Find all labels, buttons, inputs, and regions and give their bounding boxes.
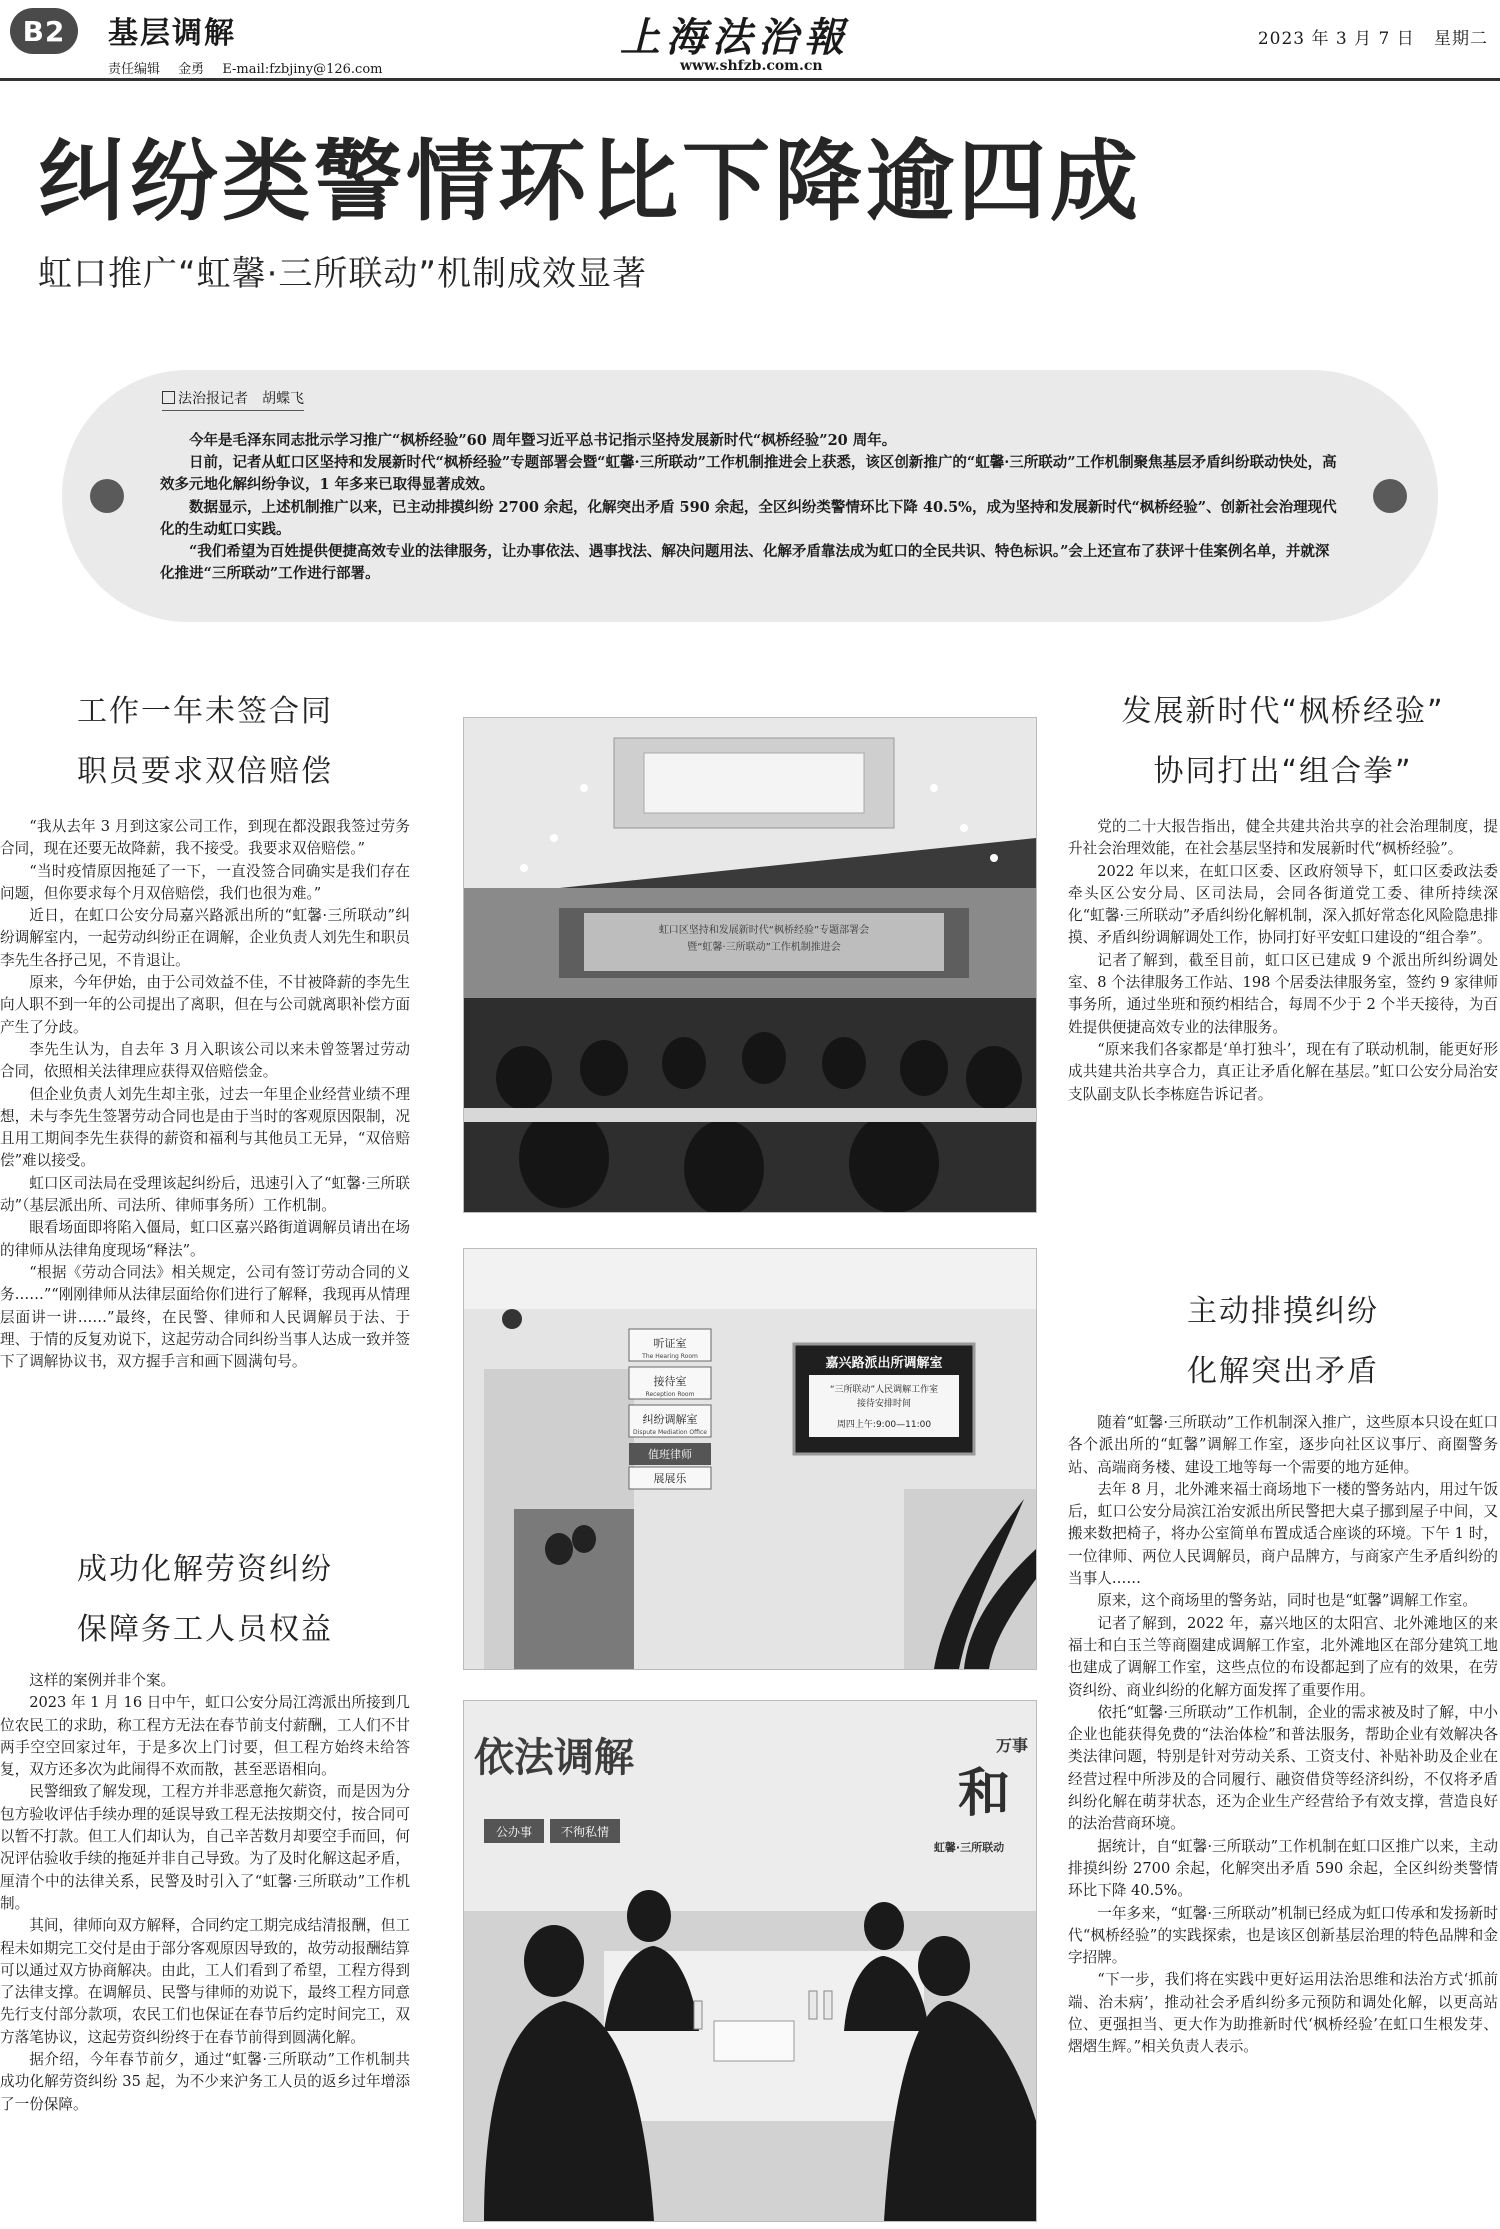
wall-slogan: 依法调解 <box>474 1735 634 1781</box>
section-3-title-2: 协同打出“组合拳” <box>1153 754 1413 789</box>
wall-right-foot: 虹馨·三所联动 <box>933 1841 1005 1854</box>
body-paragraph: 近日，在虹口公安分局嘉兴路派出所的“虹馨·三所联动”纠纷调解室内，一起劳动纠纷正在调解，企业负责人刘先生和职员李先生各抒己见，不肯退让。 <box>0 907 410 969</box>
wall-tag-2: 不徇私情 <box>560 1825 610 1839</box>
screen-text-1: 虹口区坚持和发展新时代“枫桥经验”专题部署会 <box>658 925 870 936</box>
body-paragraph: 但企业负责人刘先生却主张，过去一年里企业经营业绩不理想，未与李先生签署劳动合同也是由于当时的客观原因限制，况且用工期间李先生获得的薪资和福利与其他员工无异，“双倍赔偿”难以接受。 <box>0 1085 410 1170</box>
lead-paragraph: 今年是毛泽东同志批示学习推广“枫桥经验”60 周年暨习近平总书记指示坚持发展新时代“枫桥经验”20 周年。 <box>189 432 897 449</box>
body-paragraph: 2023 年 1 月 16 日中午，虹口公安分局江湾派出所接到几位农民工的求助，称工程方无法在春节前支付薪酬，工人们不甘两手空空回家过年，于是多次上门讨要，但工程方始终未给答复，双方还多次为此闹得不欢而散，甚至恶语相向。 <box>0 1694 410 1779</box>
section-title: 基层调解 <box>108 16 236 51</box>
headline: 纠纷类警情环比下降逾四成 <box>38 130 1143 233</box>
wall-right-char: 和 <box>957 1763 1011 1824</box>
weekday-text: 星期二 <box>1434 29 1488 49</box>
sign-hearing: 听证室 <box>653 1337 687 1350</box>
wall-tag-1: 公办事 <box>495 1825 533 1839</box>
lead-paragraph: “我们希望为百姓提供便捷高效专业的法律服务，让办事依法、遇事找法、解决问题用法、化解矛盾靠法成为虹口的全民共识、特色标识。”会上还宣布了获评十佳案例名单，并就深化推进“三所联动”工作进行部署。 <box>160 543 1330 583</box>
section-1-title-1: 工作一年未签合同 <box>77 694 333 729</box>
editor-label: 责任编辑 <box>108 62 161 77</box>
lead-dot-right <box>1373 479 1407 513</box>
sign-reception-en: Reception Room <box>645 1391 695 1398</box>
section-4-title-1: 主动排摸纠纷 <box>1187 1294 1379 1329</box>
body-paragraph: 原来，这个商场里的警务站，同时也是“虹馨”调解工作室。 <box>1097 1592 1477 1610</box>
byline-text: 法治报记者 胡蝶飞 <box>178 391 304 407</box>
sign-mediation-en: Dispute Mediation Office <box>633 1429 707 1436</box>
body-paragraph: 民警细致了解发现，工程方并非恶意拖欠薪资，而是因为分包方验收评估手续办理的延误导致工程无法按期交付，按合同可以暂不打款。但工人们却认为，自己辛苦数月却要空手而回，何况评估验收手续的拖延并非自己导致。为了及时化解这起矛盾，厘清个中的法律关系，民警及时引入了“虹馨·三所联动”工作机制。 <box>0 1783 410 1912</box>
photo-office-svg <box>464 1249 1036 1669</box>
body-paragraph: 党的二十大报告指出，健全共建共治共享的社会治理制度，提升社会治理效能，在社会基层坚持和发展新时代“枫桥经验”。 <box>1068 818 1498 858</box>
section-3 <box>1068 682 1498 1106</box>
photo-meeting-2-svg <box>464 1701 1036 2221</box>
body-paragraph: 去年 8 月，北外滩来福士商场地下一楼的警务站内，用过午饭后，虹口公安分局滨江治安派出所民警把大桌子挪到屋子中间，又搬来数把椅子，将办公室简单布置成适合座谈的环境。下午 1 时，一位律师、两位人民调解员，商户品牌方，与商家产生矛盾纠纷的当事人…… <box>1068 1480 1498 1588</box>
body-paragraph: 其间，律师向双方解释，合同约定工期完成结清报酬，但工程未如期完工交付是由于部分客观原因导致的，故劳动报酬结算可以通过双方协商解决。由此，工人们看到了希望，工程方得到了法律支撑。在调解员、民警与律师的劝说下，最终工程方同意先行支付部分款项，农民工们也保证在春节后约定时间完工，双方落笔协议，这起劳资纠纷终于在春节前得到圆满化解。 <box>0 1917 410 2046</box>
lead-paragraph: 数据显示，上述机制推广以来，已主动排摸纠纷 2700 余起，化解突出矛盾 590 余起，全区纠纷类警情环比下降 40.5%，成为坚持和发展新时代“枫桥经验”、创新社会治理现代化的生动虹口实践。 <box>160 498 1337 538</box>
lead-paragraph: 日前，记者从虹口区坚持和发展新时代“枫桥经验”专题部署会暨“虹馨·三所联动”工作机制推进会上获悉，该区创新推广的“虹馨·三所联动”工作机制聚焦基层矛盾纠纷联动快处，高效多元地化解纠纷争议，1 年多来已取得显著成效。 <box>160 454 1337 494</box>
editor-line <box>108 58 396 77</box>
body-paragraph: 原来，今年伊始，由于公司效益不佳，不甘被降薪的李先生向人职不到一年的公司提出了离职，但在与公司就离职补偿方面产生了分歧。 <box>0 974 410 1036</box>
body-paragraph: 眼看场面即将陷入僵局，虹口区嘉兴路街道调解员请出在场的律师从法律角度现场“释法”。 <box>0 1219 410 1259</box>
website: www.shfzb.com.cn <box>680 58 823 74</box>
byline <box>162 388 304 411</box>
screen-text-2: 暨“虹馨·三所联动”工作机制推进会 <box>687 942 841 953</box>
sign-reception: 接待室 <box>653 1375 687 1388</box>
lead-dot-left <box>90 479 124 513</box>
body-paragraph: 李先生认为，自去年 3 月入职该公司以来未曾签署过劳动合同，依照相关法律理应获得双倍赔偿金。 <box>0 1040 410 1081</box>
board-title: 嘉兴路派出所调解室 <box>825 1356 943 1371</box>
board-line-1: “三所联动”人民调解工作室 <box>829 1385 939 1395</box>
section-2-title-1: 成功化解劳资纠纷 <box>77 1552 333 1587</box>
lead-text <box>160 430 1340 585</box>
body-paragraph: “我从去年 3 月到这家公司工作，到现在都没跟我签过劳务合同，现在还要无故降薪，我不接受。我要求双倍赔偿。” <box>0 818 410 858</box>
section-1-title-2: 职员要求双倍赔偿 <box>77 754 333 789</box>
byline-box-icon <box>162 391 175 404</box>
section-4-title-2: 化解突出矛盾 <box>1187 1354 1379 1389</box>
body-paragraph: 据介绍，今年春节前夕，通过“虹馨·三所联动”工作机制共成功化解劳资纠纷 35 起，为不少来沪务工人员的返乡过年增添了一份保障。 <box>0 2051 410 2113</box>
board-line-2: 接待安排时间 <box>856 1399 912 1409</box>
body-paragraph: “下一步，我们将在实践中更好运用法治思维和法治方式‘抓前端、治未病’，推动社会矛盾纠纷多元预防和调处化解，以更高站位、更强担当、更大作为助推新时代‘枫桥经验’在虹口生根发芽、熠熠生辉。”相关负责人表示。 <box>1068 1971 1498 2056</box>
body-paragraph: 这样的案例并非个案。 <box>29 1672 176 1689</box>
section-3-title-1: 发展新时代“枫桥经验” <box>1121 694 1445 729</box>
body-paragraph: 记者了解到，2022 年，嘉兴地区的太阳宫、北外滩地区的来福士和白玉兰等商圈建成调解工作室，北外滩地区在部分建筑工地也建成了调解工作室，这些点位的布设都起到了应有的效果，在劳资纠纷、商业纠纷的化解方面发挥了重要作用。 <box>1068 1614 1498 1699</box>
body-paragraph: 虹口区司法局在受理该起纠纷后，迅速引入了“虹馨·三所联动”（基层派出所、司法所、律师事务所）工作机制。 <box>0 1174 410 1215</box>
date-text: 2023 年 3 月 7 日 <box>1257 29 1415 49</box>
section-4 <box>1068 1282 1498 2059</box>
wall-right-small: 万事 <box>995 1736 1029 1755</box>
body-paragraph: 记者了解到，截至目前，虹口区已建成 9 个派出所纠纷调处室、8 个法律服务工作站、198 个居委法律服务室，签约 9 家律师事务所，通过坐班和预约相结合，每周不少于 2 个半天接待，为百姓提供便捷高效专业的法律服务。 <box>1068 951 1498 1036</box>
body-paragraph: “原来我们各家都是‘单打独斗’，现在有了联动机制，能更好形成共建共治共享合力，真正让矛盾化解在基层。”虹口公安分局治安支队副支队长李栋庭告诉记者。 <box>1068 1040 1498 1103</box>
section-2 <box>0 1540 410 2116</box>
sign-hearing-en: The Hearing Room <box>642 1353 698 1360</box>
photo-mediation-meeting <box>463 1700 1037 2222</box>
body-paragraph: 随着“虹馨·三所联动”工作机制深入推广，这些原本只设在虹口各个派出所的“虹馨”调解工作室，逐步向社区议事厅、商圈警务站、高端商务楼、建设工地等每一个需要的地方延伸。 <box>1068 1414 1498 1476</box>
subheadline: 虹口推广“虹馨·三所联动”机制成效显著 <box>38 254 648 294</box>
sign-lawyer: 值班律师 <box>648 1448 692 1461</box>
photo-mediation-office <box>463 1248 1037 1670</box>
masthead: 上海法治報 <box>620 14 850 61</box>
board-time: 周四上午:9:00—11:00 <box>836 1420 932 1430</box>
editor-email: E-mail:fzbjiny@126.com <box>222 62 383 77</box>
page-badge: B2 <box>10 8 78 54</box>
editor-name: 金勇 <box>178 62 205 77</box>
body-paragraph: “当时疫情原因拖延了一下，一直没签合同确实是我们存在问题，但你要求每个月双倍赔偿，我们也很为难。” <box>0 862 410 902</box>
body-paragraph: “根据《劳动合同法》相关规定，公司有签订劳动合同的义务……”“刚刚律师从法律层面给你们进行了解释，我现再从情理层面讲一讲……”最终，在民警、律师和人民调解员于法、于理、于情的反复劝说下，这起劳动合同纠纷当事人达成一致并签下了调解协议书，双方握手言和画下圆满句号。 <box>0 1263 410 1371</box>
photo-meeting <box>463 717 1037 1213</box>
issue-date <box>1258 24 1488 49</box>
sign-mediation: 纠纷调解室 <box>642 1413 698 1426</box>
photo-meeting-svg <box>464 718 1036 1212</box>
sign-extra: 展展乐 <box>653 1472 687 1485</box>
body-paragraph: 依托“虹馨·三所联动”工作机制，企业的需求被及时了解，中小企业也能获得免费的“法治体检”和普法服务，帮助企业有效解决各类法律问题，特别是针对劳动关系、工资支付、补贴补助及企业在经营过程中所涉及的合同履行、融资借贷等经济纠纷，不仅将矛盾纠纷化解在萌芽状态，还为企业生产经营给予有效支撑，营造良好的法治营商环境。 <box>1068 1703 1498 1833</box>
header-rule <box>0 78 1500 81</box>
section-1 <box>0 682 410 1373</box>
section-2-title-2: 保障务工人员权益 <box>77 1612 333 1647</box>
body-paragraph: 2022 年以来，在虹口区委、区政府领导下，虹口区委政法委牵头区公安分局、区司法局，会同各街道党工委、律所持续深化“虹馨·三所联动”矛盾纠纷化解机制，深入抓好常态化风险隐患排摸、矛盾纠纷调解调处工作，协同打好平安虹口建设的“组合拳”。 <box>1068 862 1498 947</box>
body-paragraph: 据统计，自“虹馨·三所联动”工作机制在虹口区推广以来，主动排摸纠纷 2700 余起，化解突出矛盾 590 余起，全区纠纷类警情环比下降 40.5%。 <box>1068 1837 1498 1900</box>
body-paragraph: 一年多来，“虹馨·三所联动”机制已经成为虹口传承和发扬新时代“枫桥经验”的实践探索，也是该区创新基层治理的特色品牌和金字招牌。 <box>1068 1904 1498 1967</box>
